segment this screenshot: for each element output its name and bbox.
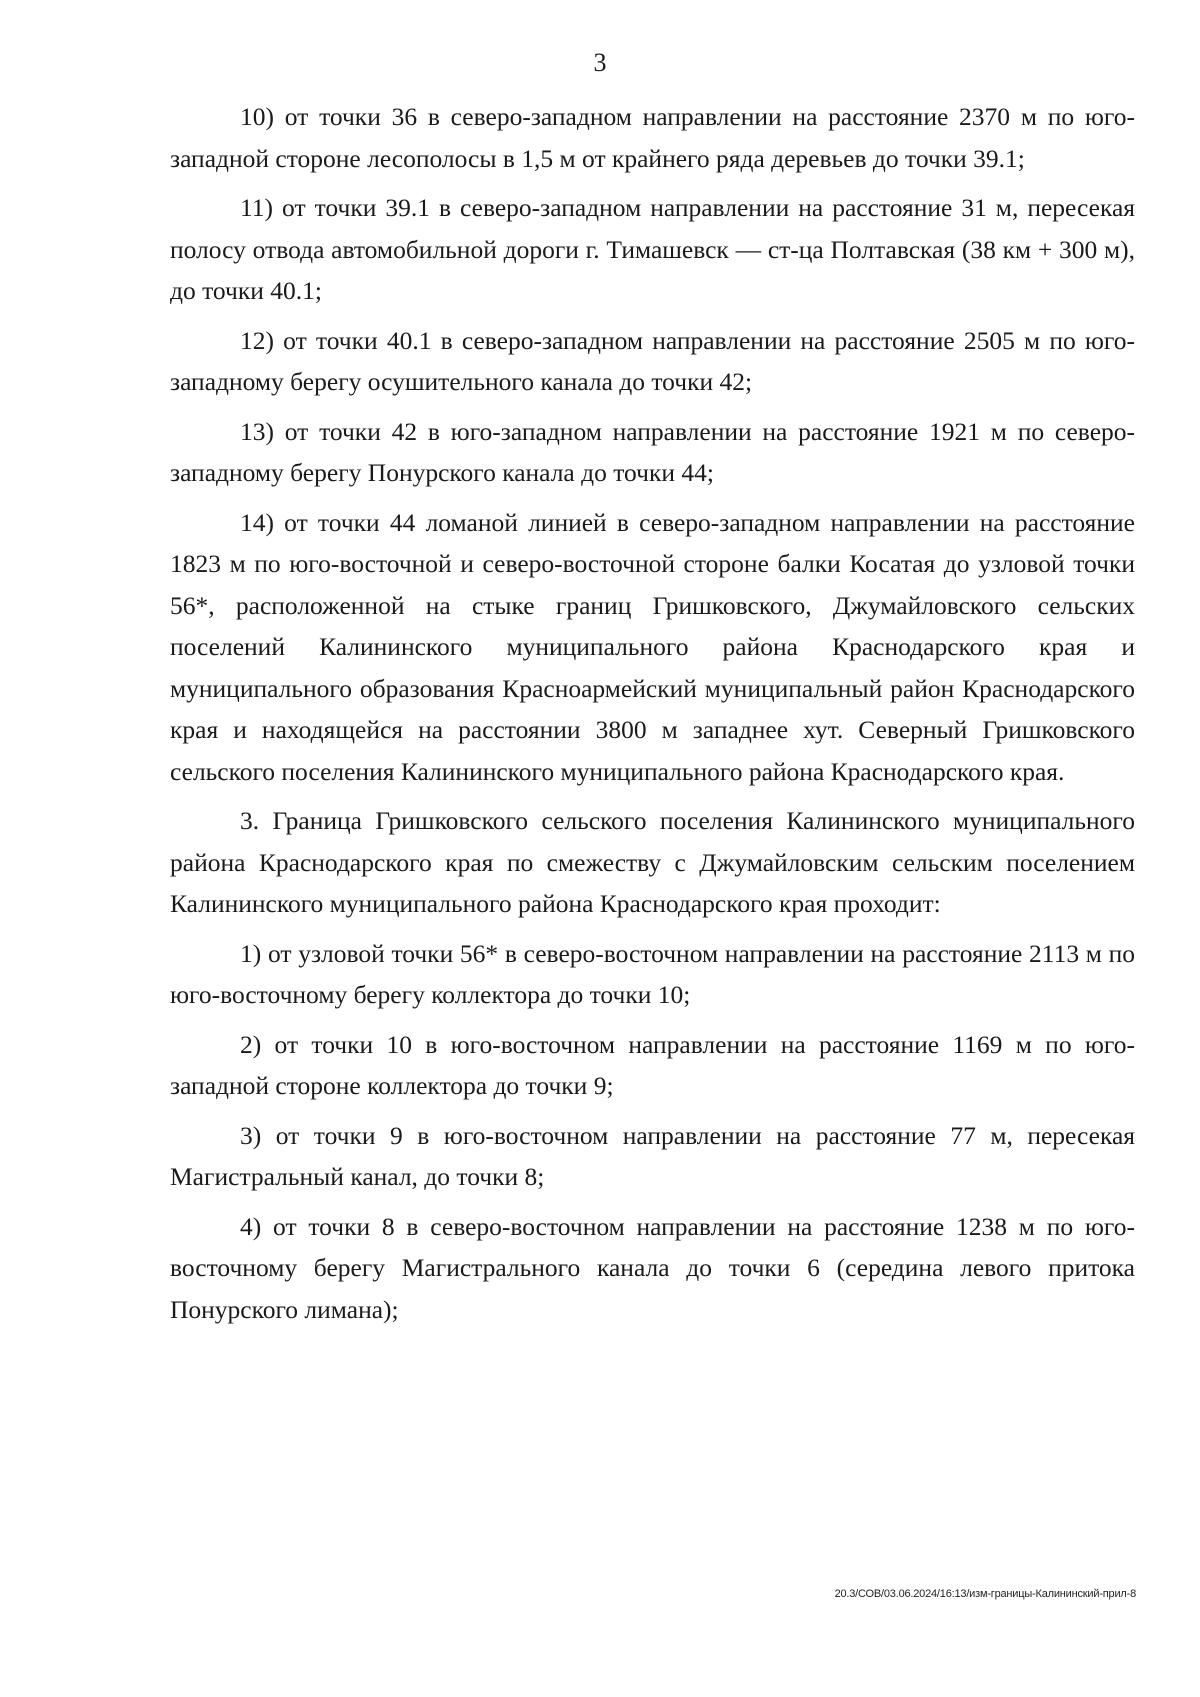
document-footer-code: 20.3/СОВ/03.06.2024/16:13/изм-границы-Калининский-прил-8 bbox=[834, 1588, 1136, 1600]
paragraph-item-13: 13) от точки 42 в юго-западном направлении на расстояние 1921 м по северо-западному берегу Понурского канала до точки 44; bbox=[170, 416, 1135, 487]
paragraph-item-12: 12) от точки 40.1 в северо-западном направлении на расстояние 2505 м по юго-западному берегу осушительного канала до точки 42; bbox=[170, 325, 1135, 396]
paragraph-item-10: 10) от точки 36 в северо-западном направлении на расстояние 2370 м по юго-западной стороне лесополосы в 1,5 м от крайнего ряда деревьев до точки 39.1; bbox=[170, 102, 1135, 173]
paragraph-item-3: 3) от точки 9 в юго-восточном направлении на расстояние 77 м, пересекая Магистральный канал, до точки 8; bbox=[170, 1120, 1135, 1191]
paragraph-item-2: 2) от точки 10 в юго-восточном направлении на расстояние 1169 м по юго-западной стороне коллектора до точки 9; bbox=[170, 1029, 1135, 1100]
paragraph-item-11: 11) от точки 39.1 в северо-западном направлении на расстояние 31 м, пересекая полосу отвода автомобильной дороги г. Тимашевск — ст-ца Полтавская (38 км + 300 м), до точки 40.1; bbox=[170, 193, 1135, 305]
page-number: 3 bbox=[593, 48, 607, 77]
paragraph-item-1: 1) от узловой точки 56* в северо-восточном направлении на расстояние 2113 м по юго-восточному берегу коллектора до точки 10; bbox=[170, 938, 1135, 1009]
section-3-heading-paragraph: 3. Граница Гришковского сельского поселения Калининского муниципального района Краснодарского края по смежеству с Джумайловским сельским поселением Калининского муниципального района Краснодарского края проходит: bbox=[170, 806, 1135, 918]
paragraph-item-4: 4) от точки 8 в северо-восточном направлении на расстояние 1238 м по юго-восточному берегу Магистрального канала до точки 6 (середина левого притока Понурского лимана); bbox=[170, 1211, 1135, 1324]
paragraph-item-14: 14) от точки 44 ломаной линией в северо-западном направлении на расстояние 1823 м по юго-восточной и северо-восточной стороне балки Косатая до узловой точки 56*, расположенной на стыке границ Гришковского, Джумайловского сельских поселений Калининского муниципального района Краснодарского края и муниципального образования Красноармейский муниципальный район Краснодарского края и находящейся на расстоянии 3800 м западнее хут. Северный Гришковского сельского поселения Калининского муниципального района Краснодарского края. bbox=[170, 507, 1135, 786]
document-body bbox=[170, 96, 1135, 1338]
